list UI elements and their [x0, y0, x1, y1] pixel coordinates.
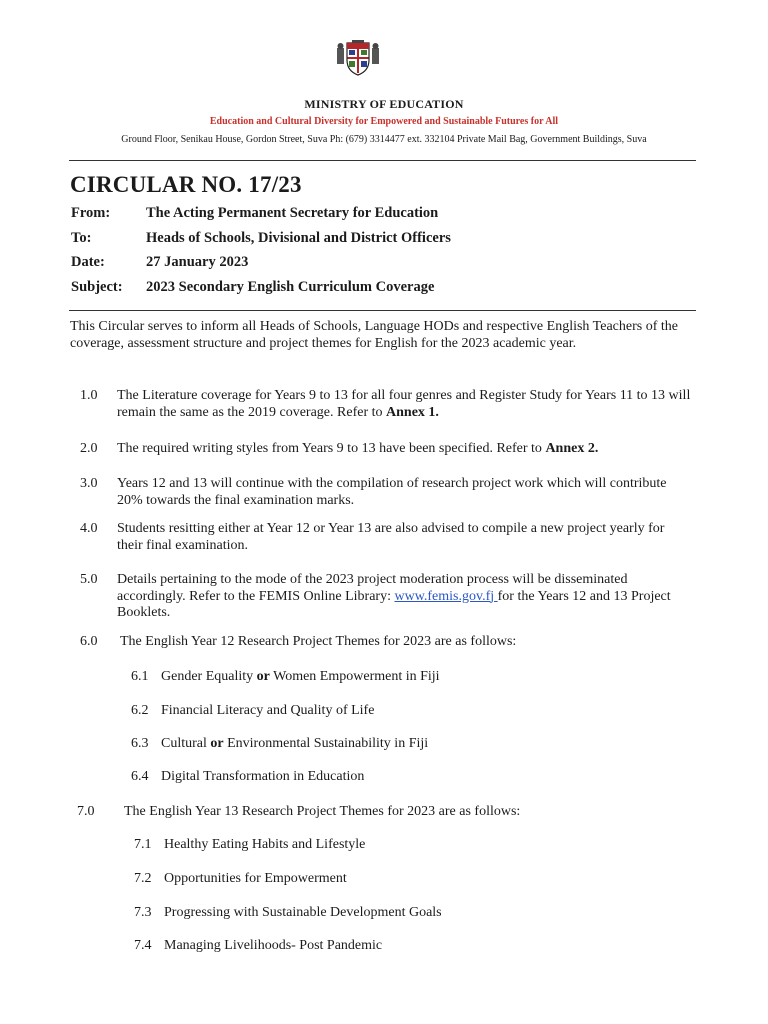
ministry-address: Ground Floor, Senikau House, Gordon Street, Suva Ph: (679) 3314477 ext. 332104 Private Mail Bag, Government Buildings, Suva: [121, 134, 647, 145]
theme-6-2: [131, 703, 374, 719]
theme-text: Opportunities for Empowerment: [164, 871, 347, 886]
theme-text: Women Empowerment in Fiji: [269, 669, 440, 684]
theme-text: Progressing with Sustainable Development Goals: [164, 905, 442, 920]
femis-library-link[interactable]: www.femis.gov.fj: [394, 588, 498, 604]
annex-reference: Annex 2.: [545, 441, 599, 456]
item-number: 6.0: [80, 634, 98, 649]
coat-of-arms-icon: [336, 40, 380, 76]
theme-7-1: [134, 837, 365, 853]
theme-7-4: [134, 938, 382, 954]
meta-from: [71, 205, 438, 222]
theme-or: or: [210, 736, 224, 751]
item-text-part: Details pertaining to the mode of the 2023 project moderation process will be disseminated accordingly. Refer to the FEMIS Online Library:: [117, 572, 628, 604]
item-number: 1.0: [80, 388, 98, 403]
theme-6-3: [131, 736, 428, 752]
subject-divider: [69, 310, 696, 311]
item-text-part: The Literature coverage for Years 9 to 13 for all four genres and Register Study for Years 11 to 13 will remain the same as the 2019 coverage. Refer to: [117, 388, 691, 420]
item-text: Years 12 and 13 will continue with the compilation of research project work which will contribute 20% towards the final examination marks.: [117, 476, 667, 508]
meta-date: [71, 254, 248, 271]
ministry-motto: Education and Cultural Diversity for Empowered and Sustainable Futures for All: [209, 116, 559, 127]
circular-title: CIRCULAR NO. 17/23: [70, 172, 302, 197]
item-text: [117, 441, 707, 458]
theme-text: Environmental Sustainability in Fiji: [223, 736, 429, 751]
item-text: [117, 388, 707, 421]
theme-number: 7.1: [134, 837, 152, 852]
item-text-part: for the Years 12 and 13 Project Booklets.: [117, 588, 671, 620]
item-number: 4.0: [80, 521, 98, 536]
date-label: Date:: [71, 254, 105, 270]
item-number: 7.0: [77, 804, 95, 819]
theme-6-1: [131, 669, 440, 685]
theme-7-2: [134, 871, 347, 887]
theme-6-4: [131, 769, 364, 785]
theme-number: 7.3: [134, 905, 152, 920]
subject-value: 2023 Secondary English Curriculum Coverage: [146, 279, 435, 295]
intro-paragraph: This Circular serves to inform all Heads of Schools, Language HODs and respective English Teachers of the coverage, assessment structure and project themes for English for the 2023 academic year.: [70, 319, 678, 351]
from-value: The Acting Permanent Secretary for Education: [146, 205, 439, 221]
theme-text: Digital Transformation in Education: [161, 769, 365, 784]
item-text: The English Year 13 Research Project Themes for 2023 are as follows:: [124, 804, 521, 819]
theme-or: or: [256, 669, 270, 684]
theme-7-3: [134, 905, 442, 921]
meta-subject: [71, 279, 434, 296]
item-number: 3.0: [80, 476, 98, 491]
item-number: 2.0: [80, 441, 98, 456]
item-number: 5.0: [80, 572, 98, 587]
meta-to: [71, 230, 451, 247]
theme-number: 6.1: [131, 669, 149, 684]
theme-number: 7.4: [134, 938, 152, 953]
from-label: From:: [71, 205, 111, 221]
annex-reference: Annex 1.: [386, 404, 439, 420]
to-label: To:: [71, 230, 92, 246]
theme-text: Financial Literacy and Quality of Life: [161, 703, 375, 718]
date-value: 27 January 2023: [146, 254, 249, 270]
to-value: Heads of Schools, Divisional and District Officers: [146, 230, 451, 246]
theme-number: 6.2: [131, 703, 149, 718]
theme-text: Managing Livelihoods- Post Pandemic: [164, 938, 383, 953]
item-text: Students resitting either at Year 12 or Year 13 are also advised to compile a new project yearly for their final examination.: [117, 521, 665, 553]
item-text: [117, 572, 697, 622]
item-text: The English Year 12 Research Project Themes for 2023 are as follows:: [120, 634, 517, 649]
header-divider: [69, 160, 696, 161]
theme-text: Gender Equality: [161, 669, 257, 684]
theme-number: 6.4: [131, 769, 149, 784]
theme-number: 7.2: [134, 871, 152, 886]
ministry-name: MINISTRY OF EDUCATION: [304, 97, 464, 111]
theme-number: 6.3: [131, 736, 149, 751]
theme-text: Healthy Eating Habits and Lifestyle: [164, 837, 366, 852]
item-text-part: The required writing styles from Years 9 to 13 have been specified. Refer to: [117, 441, 546, 456]
subject-label: Subject:: [71, 279, 123, 295]
theme-text: Cultural: [161, 736, 211, 751]
